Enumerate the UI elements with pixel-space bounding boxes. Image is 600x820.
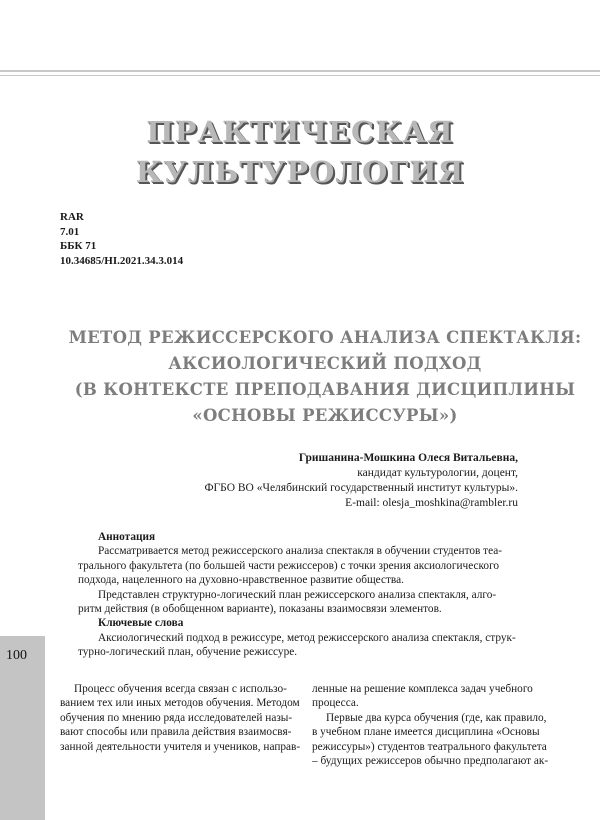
journal-section-title	[0, 112, 600, 192]
author-email[interactable]: E-mail: olesja_moshkina@rambler.ru	[345, 497, 518, 509]
body-line: обучения по мнению ряда исследователей назы-	[60, 711, 293, 724]
article-title-line: «ОСНОВЫ РЕЖИССУРЫ»)	[192, 406, 458, 425]
author-affiliation: ФГБО ВО «Челябинский государственный институт культуры».	[204, 482, 518, 494]
article-title-line: АКСИОЛОГИЧЕСКИЙ ПОДХОД	[168, 354, 482, 373]
code-udc: 7.01	[60, 225, 80, 238]
body-column-left	[60, 682, 301, 754]
header-rule	[0, 70, 600, 76]
body-column-right	[312, 682, 549, 768]
body-line: режиссуры») студентов театрального факультета	[312, 740, 547, 753]
body-line: Первые два курса обучения (где, как правило,	[326, 711, 547, 724]
body-line: процесса.	[312, 697, 359, 710]
section-title-line: ПРАКТИЧЕСКАЯ	[146, 115, 454, 149]
article-title	[45, 325, 600, 429]
body-line: – будущих режиссеров обычно предполагают ак-	[312, 755, 549, 768]
body-line: занной деятельности учителя и учеников, направ-	[60, 740, 301, 753]
abstract-heading: Аннотация	[98, 531, 156, 543]
classification-codes	[60, 210, 183, 268]
abstract-block	[78, 530, 518, 660]
keywords-line: турно-логический план, обучение режиссуре.	[78, 646, 298, 659]
body-line: ленные на решение комплекса задач учебного	[312, 683, 533, 695]
author-degree: кандидат культурологии, доцент,	[357, 467, 518, 479]
keywords-heading: Ключевые слова	[98, 617, 184, 630]
abstract-line: Представлен структурно-логический план режиссерского анализа спектакля, алго-	[98, 588, 497, 601]
author-name: Гришанина-Мошкина Олеся Витальевна,	[298, 452, 518, 464]
abstract-line: ритм действия (в обобщенном варианте), показаны взаимосвязи элементов.	[78, 603, 442, 616]
body-line: Процесс обучения всегда связан с использо-	[74, 683, 287, 695]
body-line: в учебном плане имеется дисциплина «Основы	[312, 726, 540, 739]
abstract-line: подхода, нацеленного на духовно-нравственное развитие общества.	[78, 574, 404, 587]
abstract-line: трального факультета (по большей части режиссеров) с точки зрения аксиологического	[78, 559, 500, 572]
article-title-line: (В КОНТЕКСТЕ ПРЕПОДАВАНИЯ ДИСЦИПЛИНЫ	[74, 380, 576, 399]
keywords-line: Аксиологический подход в режиссуре, метод режиссерского анализа спектакля, струк-	[98, 631, 516, 644]
abstract-line: Рассматривается метод режиссерского анализа спектакля в обучении студентов теа-	[98, 545, 503, 558]
page-number: 100	[6, 648, 27, 663]
code-rar: RAR	[60, 211, 84, 223]
body-line: вают способы или правила действия взаимосвя-	[60, 726, 292, 739]
code-doi: 10.34685/HI.2021.34.3.014	[60, 254, 184, 267]
code-bbk: ББК 71	[60, 240, 97, 252]
article-title-line: МЕТОД РЕЖИССЕРСКОГО АНАЛИЗА СПЕКТАКЛЯ:	[68, 328, 582, 347]
author-block	[204, 451, 518, 511]
body-line: ванием тех или иных методов обучения. Методом	[60, 697, 300, 710]
section-title-line: КУЛЬТУРОЛОГИЯ	[135, 155, 465, 189]
